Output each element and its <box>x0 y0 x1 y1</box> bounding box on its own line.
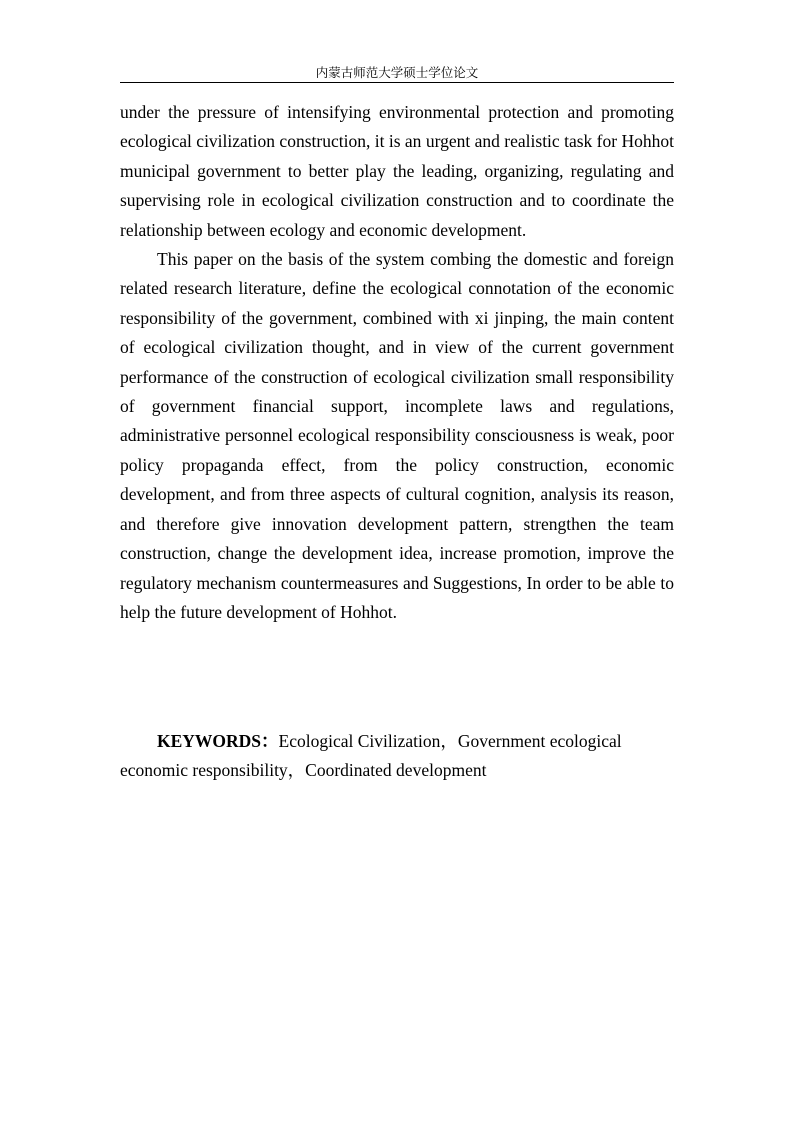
thesis-header-title: 内蒙古师范大学硕士学位论文 <box>315 65 479 80</box>
abstract-paragraph: This paper on the basis of the system combing the domestic and foreign related research literature, define the ecological connotation of the economic responsibility of the government, combined with xi jinping, the main content of ecological civilization thought, and in view of the current government performance of the construction of ecological civilization small responsibility of government financial support, incomplete laws and regulations, administrative personnel ecological responsibility consciousness is weak, poor policy propaganda effect, from the policy construction, economic development, and from three aspects of cultural cognition, analysis its reason, and therefore give innovation development pattern, strengthen the team construction, change the development idea, increase promotion, improve the regulatory mechanism countermeasures and Suggestions, In order to be able to help the future development of Hohhot. <box>120 249 674 622</box>
abstract-paragraph-continuation: under the pressure of intensifying environmental protection and promoting ecological civilization construction, it is an urgent and realistic task for Hohhot municipal government to better play the leading, organizing, regulating and supervising role in ecological civilization construction and to coordinate the relationship between ecology and economic development. <box>120 102 674 240</box>
running-header <box>120 64 674 83</box>
keywords-line <box>120 727 674 786</box>
keywords-text: Ecological Civilization，Government ecological economic responsibility，Coordinated development <box>120 731 622 781</box>
abstract-body <box>120 98 674 627</box>
keywords-label: KEYWORDS： <box>157 731 279 751</box>
